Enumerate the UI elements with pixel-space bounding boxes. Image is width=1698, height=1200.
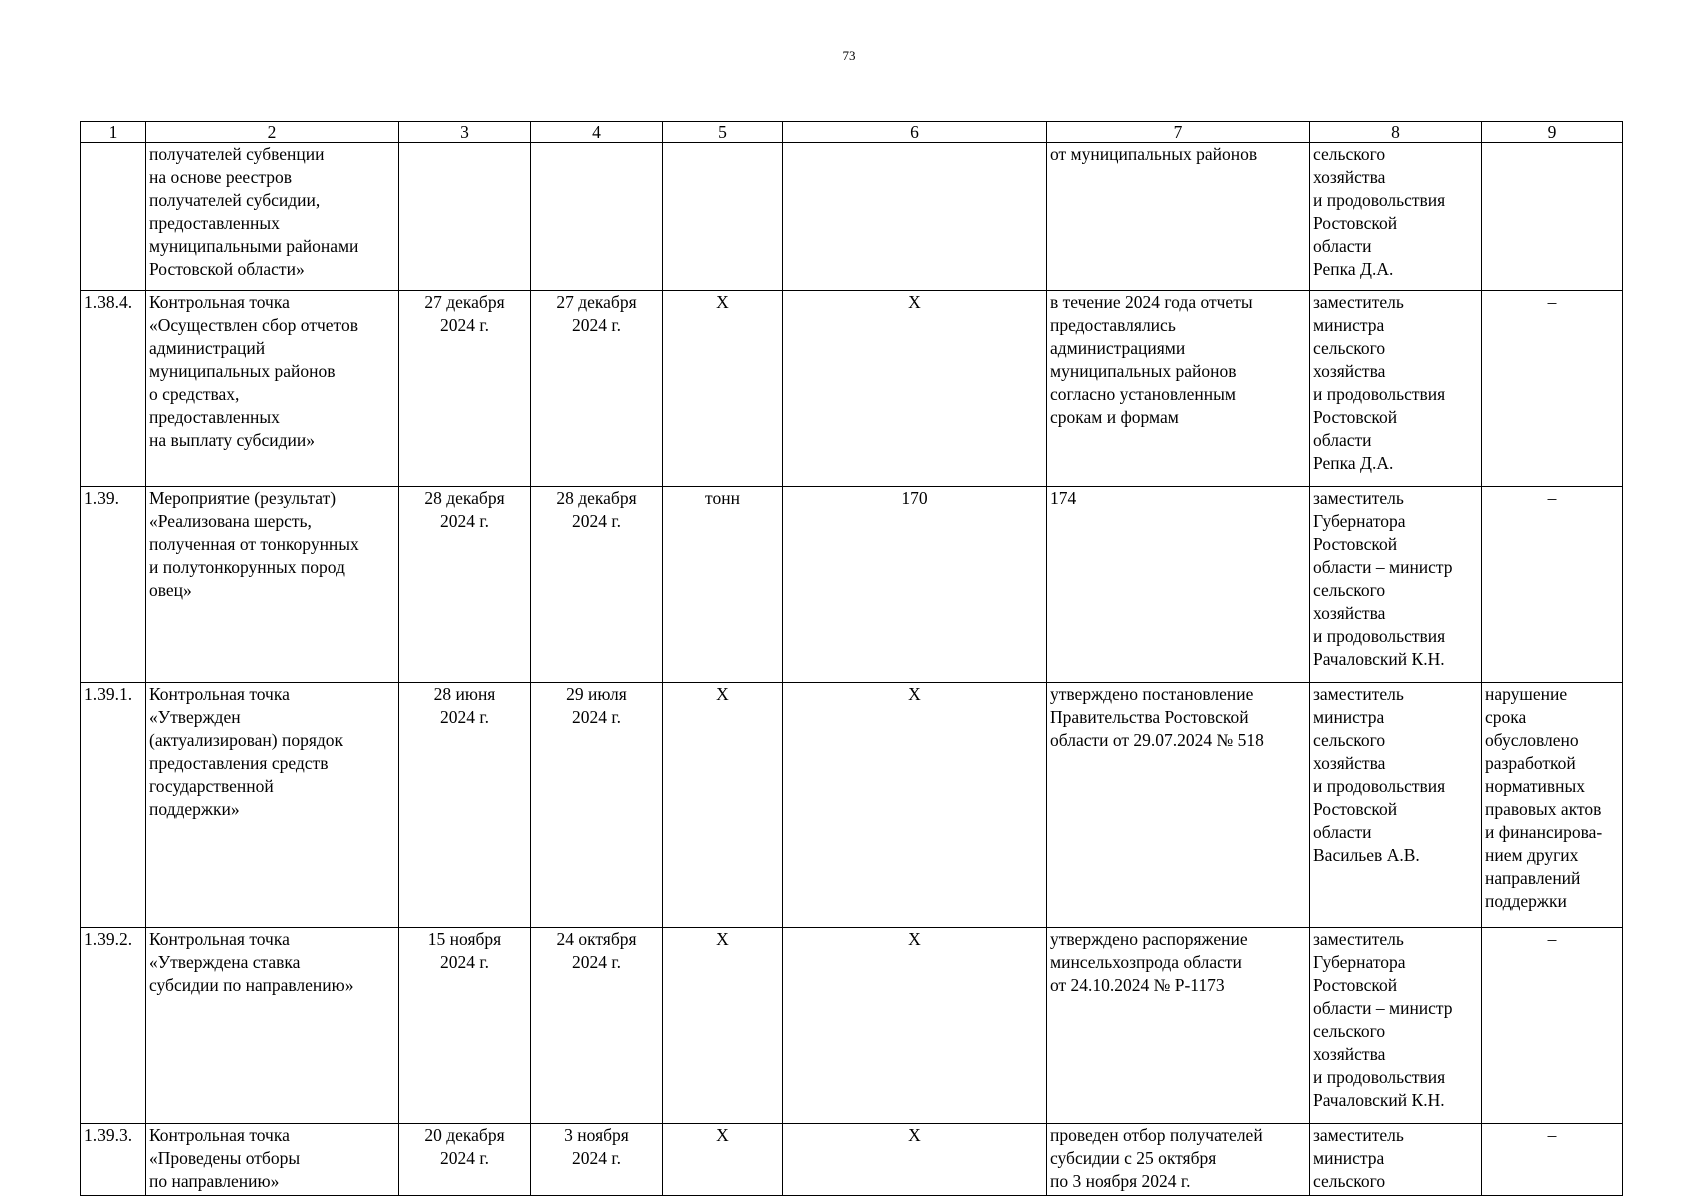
cell-text-line: направлений: [1485, 868, 1581, 888]
cell-text-line: –: [1547, 929, 1557, 949]
cell-text-line: овец»: [149, 580, 192, 600]
column-number-cell: 5: [663, 122, 783, 143]
column-number-cell: 6: [783, 122, 1047, 143]
cell-text-line: Ростовской: [1313, 534, 1398, 554]
actual-date-cell: [531, 683, 663, 928]
column-number-cell: 7: [1047, 122, 1310, 143]
note-cell: [1482, 683, 1623, 928]
cell-text-line: муниципальных районов: [149, 361, 336, 381]
cell-text-line: нормативных: [1485, 776, 1586, 796]
cell-text-line: утверждено распоряжение: [1050, 929, 1248, 949]
cell-text-line: Х: [908, 684, 921, 704]
item-number-cell: [81, 928, 146, 1124]
planned-value-cell: [783, 487, 1047, 683]
cell-text-line: Рачаловский К.Н.: [1313, 1090, 1445, 1110]
responsible-person-cell: [1310, 291, 1482, 487]
cell-text-line: Ростовской области»: [149, 259, 305, 279]
cell-text-line: предоставлялись: [1050, 315, 1176, 335]
column-number-cell: 9: [1482, 122, 1623, 143]
item-number-cell: [81, 683, 146, 928]
cell-text-line: 2024 г.: [572, 511, 621, 531]
cell-text-line: обусловлено: [1485, 730, 1579, 750]
cell-text-line: (актуализирован) порядок: [149, 730, 344, 750]
cell-text-line: Репка Д.А.: [1313, 453, 1394, 473]
responsible-person-cell: [1310, 683, 1482, 928]
event-name-cell: [146, 487, 399, 683]
table-row: [81, 143, 1623, 291]
planned-date-cell: [399, 143, 531, 291]
cell-text-line: сельского: [1313, 1171, 1386, 1191]
column-number-cell: 8: [1310, 122, 1482, 143]
cell-text-line: сельского: [1313, 580, 1386, 600]
cell-text-line: проведен отбор получателей: [1050, 1125, 1263, 1145]
actual-date-cell: [531, 1124, 663, 1196]
cell-text-line: области – министр: [1313, 998, 1453, 1018]
cell-text-line: и продовольствия: [1313, 190, 1446, 210]
status-info-cell: [1047, 928, 1310, 1124]
cell-text-line: 2024 г.: [440, 1148, 489, 1168]
cell-text-line: заместитель: [1313, 929, 1404, 949]
report-table: [80, 121, 1623, 1196]
cell-text-line: заместитель: [1313, 488, 1404, 508]
note-cell: [1482, 487, 1623, 683]
cell-text-line: «Утвержден: [149, 707, 241, 727]
cell-text-line: «Осуществлен сбор отчетов: [149, 315, 358, 335]
cell-text-line: муниципальными районами: [149, 236, 359, 256]
cell-text-line: 174: [1050, 488, 1077, 508]
planned-date-cell: [399, 487, 531, 683]
cell-text-line: по 3 ноября 2024 г.: [1050, 1171, 1191, 1191]
planned-value-cell: [783, 143, 1047, 291]
cell-text-line: Губернатора: [1313, 511, 1406, 531]
note-cell: [1482, 291, 1623, 487]
cell-text-line: –: [1547, 1125, 1557, 1145]
column-number-cell: 2: [146, 122, 399, 143]
column-number-row: [81, 122, 1623, 143]
column-number-cell: 3: [399, 122, 531, 143]
cell-text-line: Губернатора: [1313, 952, 1406, 972]
cell-text-line: 2024 г.: [440, 511, 489, 531]
cell-text-line: Х: [716, 684, 729, 704]
cell-text-line: 2024 г.: [572, 315, 621, 335]
cell-text-line: Васильев А.В.: [1313, 845, 1420, 865]
cell-text-line: срока: [1485, 707, 1527, 727]
cell-text-line: и продовольствия: [1313, 1067, 1446, 1087]
cell-text-line: министра: [1313, 707, 1385, 727]
cell-text-line: поддержки: [1485, 891, 1567, 911]
planned-date-cell: [399, 291, 531, 487]
unit-cell: [663, 143, 783, 291]
item-number-cell: [81, 291, 146, 487]
planned-value-cell: [783, 928, 1047, 1124]
actual-date-cell: [531, 487, 663, 683]
cell-text-line: Ростовской: [1313, 975, 1398, 995]
cell-text-line: разработкой: [1485, 753, 1576, 773]
cell-text-line: «Реализована шерсть,: [149, 511, 312, 531]
cell-text-line: 2024 г.: [572, 707, 621, 727]
cell-text-line: предоставленных: [149, 407, 280, 427]
cell-text-line: «Утверждена ставка: [149, 952, 301, 972]
cell-text-line: 28 декабря: [556, 488, 637, 508]
column-number-cell: 4: [531, 122, 663, 143]
cell-text-line: правовых актов: [1485, 799, 1602, 819]
cell-text-line: администрациями: [1050, 338, 1186, 358]
actual-date-cell: [531, 928, 663, 1124]
cell-text-line: Правительства Ростовской: [1050, 707, 1249, 727]
cell-text-line: хозяйства: [1313, 753, 1386, 773]
cell-text-line: области – министр: [1313, 557, 1453, 577]
cell-text-line: предоставления средств: [149, 753, 329, 773]
status-info-cell: [1047, 291, 1310, 487]
table-row: [81, 683, 1623, 928]
cell-text-line: области: [1313, 822, 1372, 842]
cell-text-line: поддержки»: [149, 799, 240, 819]
cell-text-line: 2024 г.: [440, 707, 489, 727]
cell-text-line: государственной: [149, 776, 274, 796]
cell-text-line: 28 декабря: [424, 488, 505, 508]
cell-text-line: срокам и формам: [1050, 407, 1179, 427]
note-cell: [1482, 1124, 1623, 1196]
status-info-cell: [1047, 487, 1310, 683]
responsible-person-cell: [1310, 487, 1482, 683]
event-name-cell: [146, 291, 399, 487]
cell-text-line: и финансирова-: [1485, 822, 1603, 842]
cell-text-line: 3 ноября: [564, 1125, 629, 1145]
cell-text-line: 1.39.3.: [84, 1125, 133, 1145]
cell-text-line: сельского: [1313, 144, 1386, 164]
cell-text-line: 20 декабря: [424, 1125, 505, 1145]
cell-text-line: на основе реестров: [149, 167, 292, 187]
table-row: [81, 1124, 1623, 1196]
cell-text-line: от муниципальных районов: [1050, 144, 1258, 164]
cell-text-line: хозяйства: [1313, 361, 1386, 381]
cell-text-line: 28 июня: [433, 684, 496, 704]
cell-text-line: Х: [716, 292, 729, 312]
cell-text-line: согласно установленным: [1050, 384, 1236, 404]
planned-date-cell: [399, 1124, 531, 1196]
cell-text-line: утверждено постановление: [1050, 684, 1254, 704]
column-number-cell: 1: [81, 122, 146, 143]
cell-text-line: получателей субвенции: [149, 144, 325, 164]
cell-text-line: Х: [716, 929, 729, 949]
cell-text-line: 27 декабря: [424, 292, 505, 312]
event-name-cell: [146, 1124, 399, 1196]
cell-text-line: 15 ноября: [427, 929, 502, 949]
unit-cell: [663, 1124, 783, 1196]
cell-text-line: 27 декабря: [556, 292, 637, 312]
event-name-cell: [146, 143, 399, 291]
cell-text-line: Мероприятие (результат): [149, 488, 337, 508]
cell-text-line: о средствах,: [149, 384, 240, 404]
cell-text-line: 170: [901, 488, 928, 508]
cell-text-line: министра: [1313, 315, 1385, 335]
unit-cell: [663, 487, 783, 683]
cell-text-line: 29 июля: [566, 684, 627, 704]
cell-text-line: полученная от тонкорунных: [149, 534, 359, 554]
cell-text-line: Ростовской: [1313, 799, 1398, 819]
cell-text-line: заместитель: [1313, 292, 1404, 312]
cell-text-line: –: [1547, 292, 1557, 312]
event-name-cell: [146, 928, 399, 1124]
cell-text-line: сельского: [1313, 338, 1386, 358]
page-number: 73: [842, 48, 856, 63]
actual-date-cell: [531, 143, 663, 291]
cell-text-line: хозяйства: [1313, 603, 1386, 623]
unit-cell: [663, 683, 783, 928]
cell-text-line: и продовольствия: [1313, 384, 1446, 404]
cell-text-line: заместитель: [1313, 1125, 1404, 1145]
cell-text-line: 1.39.2.: [84, 929, 133, 949]
item-number-cell: [81, 487, 146, 683]
cell-text-line: Ростовской: [1313, 213, 1398, 233]
cell-text-line: Рачаловский К.Н.: [1313, 649, 1445, 669]
cell-text-line: области: [1313, 430, 1372, 450]
cell-text-line: 1.39.1.: [84, 684, 133, 704]
cell-text-line: Контрольная точка: [149, 292, 290, 312]
responsible-person-cell: [1310, 1124, 1482, 1196]
cell-text-line: и продовольствия: [1313, 626, 1446, 646]
item-number-cell: [81, 1124, 146, 1196]
cell-text-line: министра: [1313, 1148, 1385, 1168]
cell-text-line: –: [1547, 488, 1557, 508]
cell-text-line: Ростовской: [1313, 407, 1398, 427]
cell-text-line: получателей субсидии,: [149, 190, 321, 210]
planned-value-cell: [783, 1124, 1047, 1196]
planned-date-cell: [399, 928, 531, 1124]
cell-text-line: Контрольная точка: [149, 929, 290, 949]
cell-text-line: 2024 г.: [440, 315, 489, 335]
cell-text-line: 1.38.4.: [84, 292, 133, 312]
cell-text-line: 2024 г.: [572, 952, 621, 972]
table-row: [81, 291, 1623, 487]
cell-text-line: на выплату субсидии»: [149, 430, 315, 450]
cell-text-line: нием других: [1485, 845, 1579, 865]
event-name-cell: [146, 683, 399, 928]
actual-date-cell: [531, 291, 663, 487]
cell-text-line: 24 октября: [556, 929, 637, 949]
cell-text-line: Х: [908, 1125, 921, 1145]
cell-text-line: сельского: [1313, 1021, 1386, 1041]
cell-text-line: минсельхозпрода области: [1050, 952, 1242, 972]
cell-text-line: Контрольная точка: [149, 1125, 290, 1145]
cell-text-line: «Проведены отборы: [149, 1148, 301, 1168]
cell-text-line: 1.39.: [84, 488, 119, 508]
cell-text-line: области: [1313, 236, 1372, 256]
cell-text-line: Х: [908, 929, 921, 949]
planned-value-cell: [783, 683, 1047, 928]
cell-text-line: заместитель: [1313, 684, 1404, 704]
cell-text-line: 2024 г.: [440, 952, 489, 972]
cell-text-line: по направлению»: [149, 1171, 280, 1191]
item-number-cell: [81, 143, 146, 291]
status-info-cell: [1047, 683, 1310, 928]
note-cell: [1482, 928, 1623, 1124]
planned-value-cell: [783, 291, 1047, 487]
cell-text-line: 2024 г.: [572, 1148, 621, 1168]
cell-text-line: от 24.10.2024 № Р-1173: [1050, 975, 1225, 995]
cell-text-line: муниципальных районов: [1050, 361, 1237, 381]
cell-text-line: Контрольная точка: [149, 684, 290, 704]
cell-text-line: в течение 2024 года отчеты: [1050, 292, 1253, 312]
cell-text-line: и полутонкорунных пород: [149, 557, 345, 577]
cell-text-line: хозяйства: [1313, 167, 1386, 187]
cell-text-line: области от 29.07.2024 № 518: [1050, 730, 1264, 750]
cell-text-line: сельского: [1313, 730, 1386, 750]
unit-cell: [663, 928, 783, 1124]
status-info-cell: [1047, 143, 1310, 291]
cell-text-line: администраций: [149, 338, 266, 358]
cell-text-line: нарушение: [1485, 684, 1568, 704]
status-info-cell: [1047, 1124, 1310, 1196]
cell-text-line: субсидии с 25 октября: [1050, 1148, 1217, 1168]
cell-text-line: хозяйства: [1313, 1044, 1386, 1064]
table-row: [81, 487, 1623, 683]
table-row: [81, 928, 1623, 1124]
cell-text-line: Репка Д.А.: [1313, 259, 1394, 279]
note-cell: [1482, 143, 1623, 291]
cell-text-line: Х: [908, 292, 921, 312]
unit-cell: [663, 291, 783, 487]
cell-text-line: и продовольствия: [1313, 776, 1446, 796]
cell-text-line: субсидии по направлению»: [149, 975, 354, 995]
cell-text-line: предоставленных: [149, 213, 280, 233]
cell-text-line: Х: [716, 1125, 729, 1145]
planned-date-cell: [399, 683, 531, 928]
responsible-person-cell: [1310, 928, 1482, 1124]
cell-text-line: тонн: [705, 488, 740, 508]
responsible-person-cell: [1310, 143, 1482, 291]
